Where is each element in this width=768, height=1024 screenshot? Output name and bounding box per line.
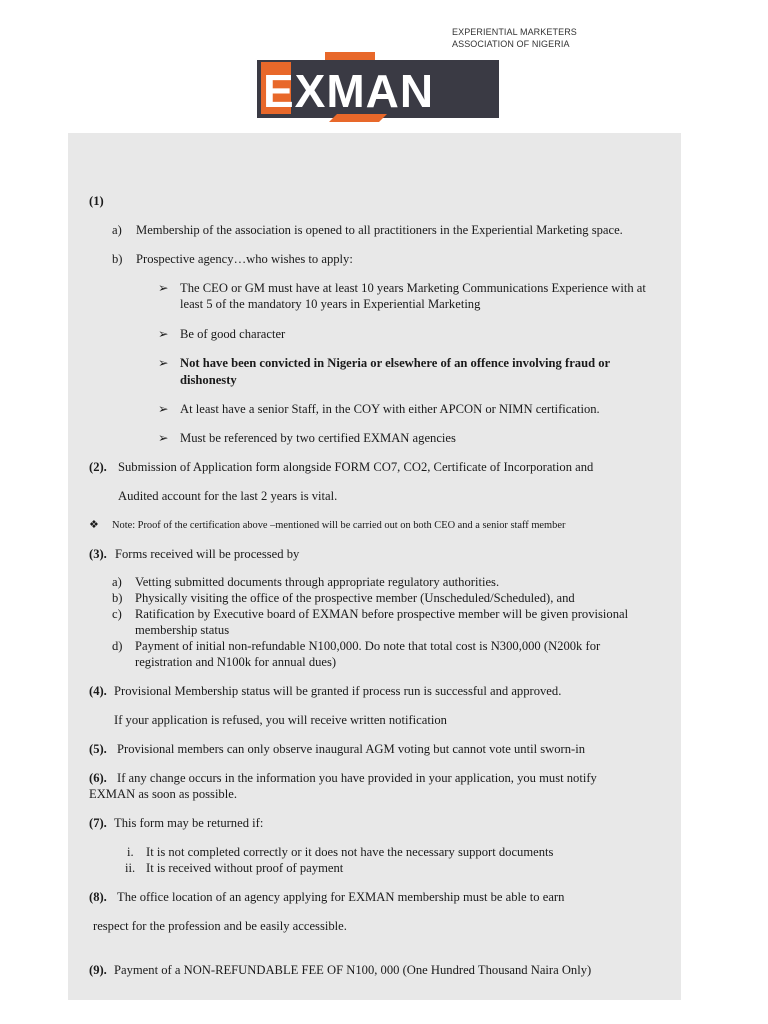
exman-logo (257, 52, 499, 122)
section-4-number: (4). (89, 684, 107, 698)
section-6-line1: If any change occurs in the information you have provided in your application, you must notify (117, 771, 597, 785)
section-6-line2: EXMAN as soon as possible. (89, 787, 237, 801)
section-2-line2: Audited account for the last 2 years is vital. (118, 489, 338, 503)
section-3-a-text: Vetting submitted documents through appropriate regulatory authorities. (135, 575, 500, 589)
section-4-refused-text: If your application is refused, you will receive written notification (114, 713, 447, 727)
section-8-line1: The office location of an agency applying for EXMAN membership must be able to earn (117, 890, 565, 904)
section-3-c-line1: Ratification by Executive board of EXMAN before prospective member will be given provisional (135, 607, 629, 621)
section-7-i-text: It is not completed correctly or it does not have the necessary support documents (146, 845, 554, 859)
bullet-5-text: Must be referenced by two certified EXMAN agencies (180, 431, 456, 445)
section-3-d-marker: d) (112, 639, 123, 653)
bullet-3-line2: dishonesty (180, 373, 237, 387)
section-1-b-text: Prospective agency…who wishes to apply: (136, 252, 353, 266)
section-5-number: (5). (89, 742, 107, 756)
section-1-a-text: Membership of the association is opened to all practitioners in the Experiential Marketing space. (136, 223, 623, 237)
section-7-i-marker: i. (127, 845, 134, 859)
section-1-number: (1) (89, 194, 104, 208)
section-7-ii-text: It is received without proof of payment (146, 861, 344, 875)
section-5-text: Provisional members can only observe inaugural AGM voting but cannot vote until sworn-in (117, 742, 585, 756)
section-8-number: (8). (89, 890, 107, 904)
section-3-d-line1: Payment of initial non-refundable N100,000. Do note that total cost is N300,000 (N200k for (135, 639, 601, 653)
section-2-note: Note: Proof of the certification above –mentioned will be carried out on both CEO and a senior staff member (112, 520, 566, 531)
bullet-2-text: Be of good character (180, 327, 286, 341)
diamond-bullet-icon: ❖ (89, 519, 99, 531)
section-1-a-marker: a) (112, 223, 122, 237)
section-3-b-text: Physically visiting the office of the prospective member (Unscheduled/Scheduled), and (135, 591, 575, 605)
arrow-bullet-icon: ➢ (158, 327, 169, 341)
bullet-1-line2: least 5 of the mandatory 10 years in Experiential Marketing (180, 297, 481, 311)
bullet-4-text: At least have a senior Staff, in the COY with either APCON or NIMN certification. (180, 402, 600, 416)
section-7-number: (7). (89, 816, 107, 830)
section-3-b-marker: b) (112, 591, 123, 605)
section-3-c-marker: c) (112, 607, 122, 621)
section-3-a-marker: a) (112, 575, 122, 589)
section-1-b-marker: b) (112, 252, 123, 266)
section-6-number: (6). (89, 771, 107, 785)
section-3-d-line2: registration and N100k for annual dues) (135, 655, 337, 669)
section-4-text: Provisional Membership status will be granted if process run is successful and approved. (114, 684, 562, 698)
section-7-ii-marker: ii. (125, 861, 136, 875)
arrow-bullet-icon: ➢ (158, 402, 169, 416)
section-8-line2: respect for the profession and be easily accessible. (93, 919, 347, 933)
organization-name (452, 26, 577, 50)
bullet-3-line1: Not have been convicted in Nigeria or elsewhere of an offence involving fraud or (180, 356, 611, 370)
section-3-intro: Forms received will be processed by (115, 547, 300, 561)
section-3-number: (3). (89, 547, 107, 561)
logo-text: EXMAN (263, 65, 435, 117)
org-name-line2: ASSOCIATION OF NIGERIA (452, 39, 570, 49)
section-2-line1: Submission of Application form alongside FORM CO7, CO2, Certificate of Incorporation and (118, 460, 594, 474)
section-3-c-line2: membership status (135, 623, 230, 637)
section-9-text: Payment of a NON-REFUNDABLE FEE OF N100, 000 (One Hundred Thousand Naira Only) (114, 963, 592, 977)
section-9-number: (9). (89, 963, 107, 977)
bullet-1-line1: The CEO or GM must have at least 10 years Marketing Communications Experience with at (180, 281, 646, 295)
section-7-intro: This form may be returned if: (114, 816, 264, 830)
arrow-bullet-icon: ➢ (158, 431, 169, 445)
document-page (68, 133, 681, 1000)
section-2-number: (2). (89, 460, 107, 474)
arrow-bullet-icon: ➢ (158, 356, 169, 370)
arrow-bullet-icon: ➢ (158, 281, 169, 295)
org-name-line1: EXPERIENTIAL MARKETERS (452, 27, 577, 37)
